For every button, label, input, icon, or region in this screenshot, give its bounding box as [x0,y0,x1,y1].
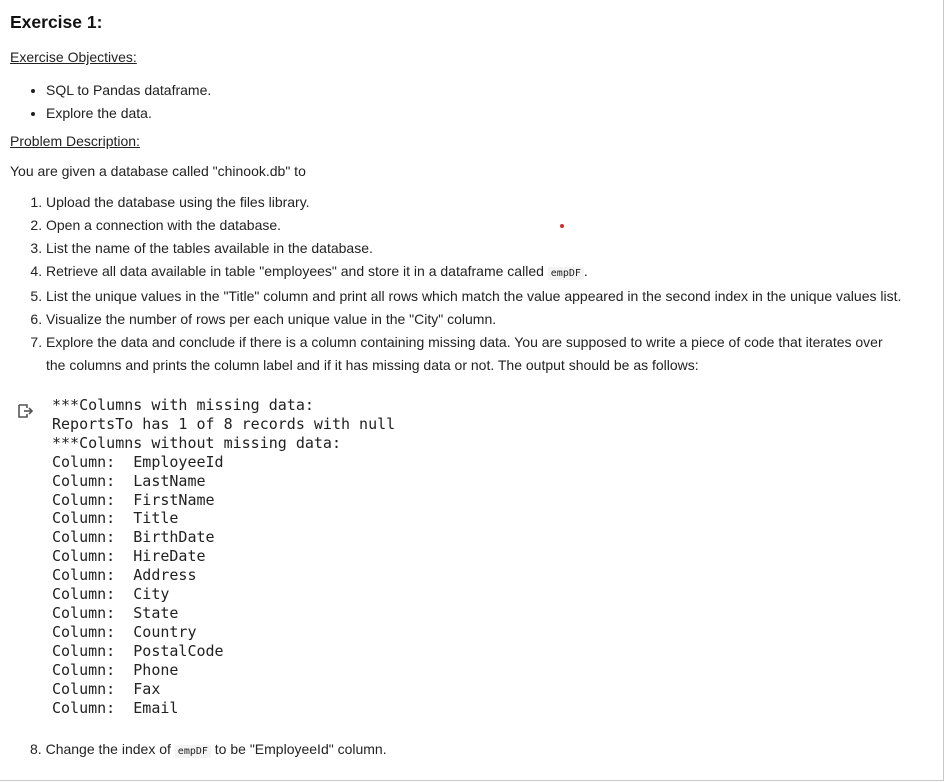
list-item: • Explore the data. [46,102,211,125]
problem-description-label: Problem Description: [10,133,140,149]
intro-text: You are given a database called "chinook.db" to [10,163,306,179]
output-line: Column: PostalCode [52,641,224,660]
step-7 [46,331,946,377]
output-line: Column: City [52,585,170,604]
output-line: Column: BirthDate [52,528,215,547]
steps-list [26,191,946,377]
step-8-number: 8. [30,741,42,757]
step-8-end: to be "EmployeeId" column. [210,741,387,757]
inline-code: empDF [175,745,211,758]
output-line: ***Columns with missing data: [52,396,314,414]
code-output [52,396,395,717]
step-4 [46,260,946,285]
output-arrow-icon[interactable] [16,402,34,420]
step-8-text: Change the index of [45,741,175,757]
output-line: Column: LastName [52,471,206,490]
step-4-text: Retrieve all data available in table "employees" and store it in a dataframe called [46,263,548,279]
output-line: Column: Title [52,509,179,528]
red-dot-marker [560,224,564,228]
list-item: • SQL to Pandas dataframe. [46,79,211,102]
output-line: Column: State [52,603,179,622]
output-line: Column: Fax [52,679,161,698]
step-7-line-2: the columns and prints the column label and if it has missing data or not. The output should be as follows: [46,357,699,373]
objectives-list [26,79,211,125]
output-line: Column: FirstName [52,490,215,509]
output-line: Column: Address [52,566,197,585]
output-line: Column: EmployeeId [52,452,224,471]
step-6: 6. Visualize the number of rows per each unique value in the "City" column. [46,308,946,331]
step-5: 5. List the unique values in the "Title" column and print all rows which match the value appeared in the second index in the unique values list. [46,285,946,308]
output-line: ***Columns without missing data: [52,433,341,452]
step-4-end: . [583,263,588,279]
step-3: 3. List the name of the tables available in the database. [46,237,946,260]
step-8 [30,741,387,757]
output-line: Column: Phone [52,660,179,679]
inline-code: empDF [548,267,584,280]
output-line: Column: HireDate [52,547,206,566]
exercise-title: Exercise 1: [10,12,103,32]
step-1: 1. Upload the database using the files library. [46,191,946,214]
output-line: Column: Email [52,698,179,717]
output-line: ReportsTo has 1 of 8 records with null [52,414,396,433]
objectives-label: Exercise Objectives: [10,49,137,65]
step-7-line-1: Explore the data and conclude if there is a column containing missing data. You are supposed to write a piece of code that iterates over [46,334,883,350]
output-line: Column: Country [52,622,197,641]
step-2: 2. Open a connection with the database. [46,214,946,237]
